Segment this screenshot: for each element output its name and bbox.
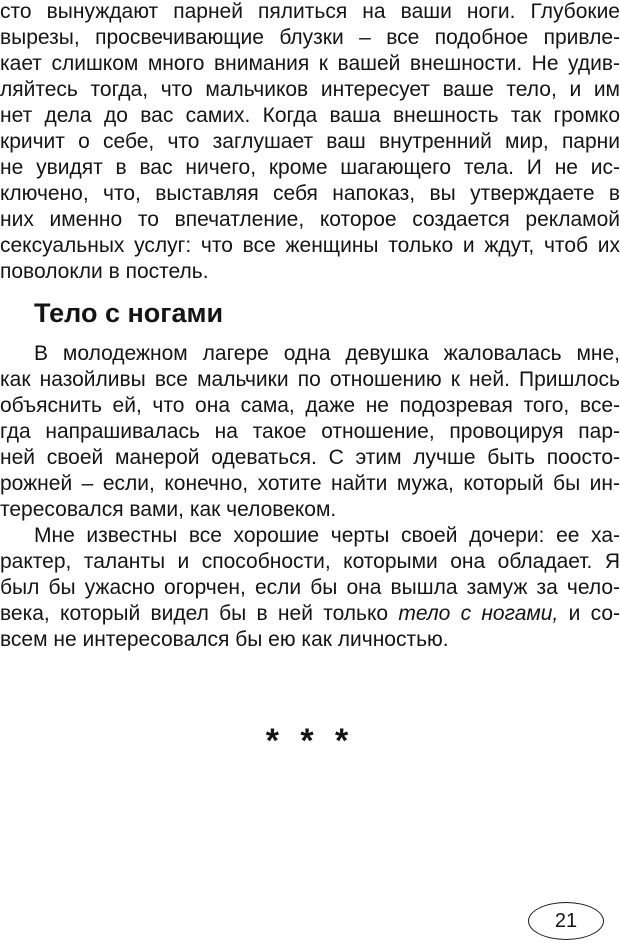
text-line: В молодежном лагере одна девушка жаловалась мне, <box>34 342 620 365</box>
text-line: сексуальных услуг: что все женщины только и ждут, чтоб их <box>0 234 620 257</box>
text-line: кает слишком много внимания к вашей внешности. Не удив- <box>0 52 620 75</box>
text-line: гда напрашивалась на такое отношение, провоцируя пар- <box>0 420 620 443</box>
text-line: Мне известны все хорошие черты своей дочери: ее ха- <box>34 524 620 547</box>
text-line: ключено, что, выставляя себя напоказ, вы утверждаете в <box>0 182 620 205</box>
text-line: рактер, таланты и способности, которыми она обладает. Я <box>0 550 620 573</box>
text-line: нет дела до вас самих. Когда ваша внешность так громко <box>0 104 620 127</box>
text-line: всем не интересовался бы ею как личностью. <box>0 628 449 651</box>
text-line <box>0 601 620 627</box>
section-heading: Тело с ногами <box>34 298 224 328</box>
page-number: 21 <box>528 902 604 940</box>
italic-phrase: тело с ногами, <box>398 602 559 625</box>
text-line: объяснить ей, что она сама, даже не подозревая того, все- <box>0 394 620 417</box>
text-line: ней своей манерой одеваться. С этим лучше быть поосто- <box>0 446 620 469</box>
text-line: был бы ужасно огорчен, если бы она вышла замуж за чело- <box>0 576 620 599</box>
text-line: вырезы, просвечивающие блузки – все подобное привле- <box>0 26 620 49</box>
text-line: не увидят в вас ничего, кроме шагающего тела. И не ис- <box>0 156 620 179</box>
text-line: них именно то впечатление, которое создается рекламой <box>0 208 620 231</box>
text-segment: и со- <box>558 602 620 625</box>
text-line: рожней – если, конечно, хотите найти мужа, который бы ин- <box>0 472 620 495</box>
text-line: как назойливы все мальчики по отношению к ней. Пришлось <box>0 368 620 391</box>
text-line: тересовался вами, как человеком. <box>0 498 337 521</box>
text-line: поволокли в постель. <box>0 260 209 283</box>
section-separator: * * * <box>265 722 355 760</box>
text-segment: века, который видел бы в ней только <box>0 602 399 625</box>
text-line: сто вынуждают парней пялиться на ваши ноги. Глубокие <box>0 0 620 23</box>
text-line: кричит о себе, что заглушает ваш внутренний мир, парни <box>0 130 620 153</box>
text-line: ляйтесь тогда, что мальчиков интересует ваше тело, и им <box>0 78 620 101</box>
